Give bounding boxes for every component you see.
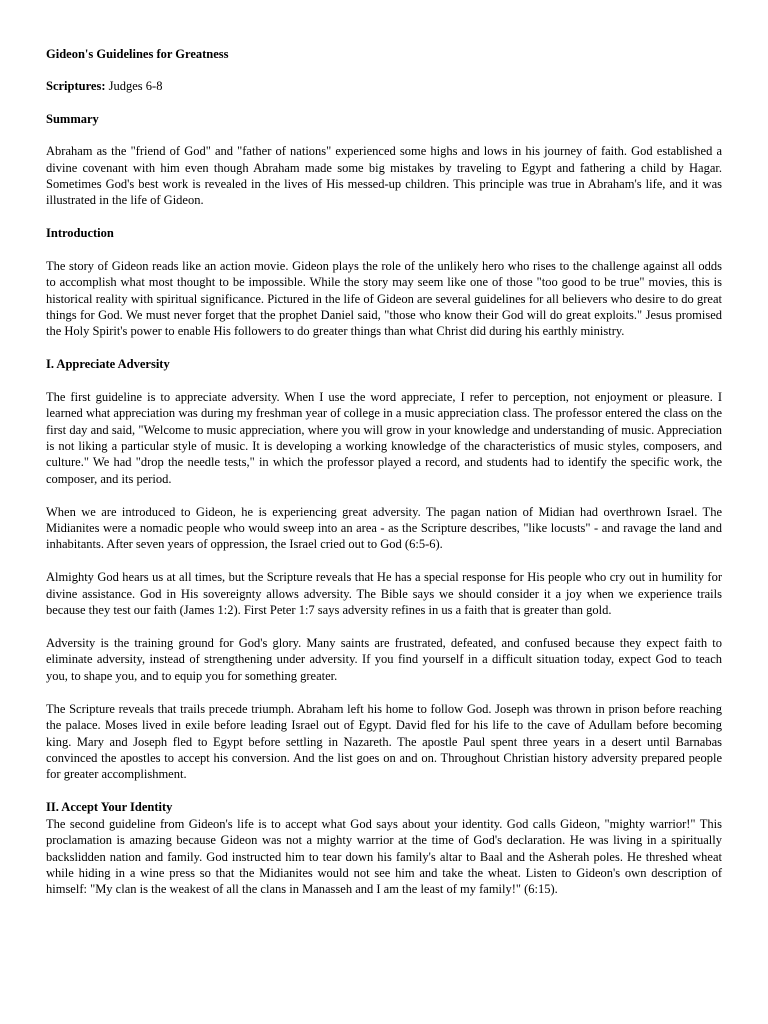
document-title: Gideon's Guidelines for Greatness [46,47,229,61]
section-1-paragraph-1: The first guideline is to appreciate adversity. When I use the word appreciate, I refer to perception, not enjoyment or pleasure. I learned what appreciation was during my freshman year of college in a music appreciation class. The professor entered the class on the first day and said, "Welcome to music appreciation, where you will grow in your knowledge and understanding of music. Appreciation is not liking a particular style of music. It is developing a working knowledge of the characteristics of music styles, composers, and culture." We had "drop the needle tests," in which the professor played a record, and students had to identify the specific work, the composer, and its period. [46,389,722,486]
section-1-paragraph-3: Almighty God hears us at all times, but the Scripture reveals that He has a special response for His people who cry out in humility for divine assistance. God in His sovereignty allows adversity. The Bible says we should consider it a joy when we experience trails because they test our faith (James 1:2). First Peter 1:7 says adversity refines in us a faith that is greater than gold. [46,570,722,618]
scriptures-label: Scriptures: [46,79,106,94]
summary-paragraph: Abraham as the "friend of God" and "father of nations" experienced some highs and lows in his journey of faith. God established a divine covenant with him even though Abraham made some big mistakes by traveling to Egypt and fathering a child by Hagar. Sometimes God's best work is revealed in the lives of His messed-up children. This principle was true in Abraham's life, and it was illustrated in the life of Gideon. [46,144,722,208]
section-1-paragraph-4: Adversity is the training ground for God's glory. Many saints are frustrated, defeated, and confused because they expect faith to eliminate adversity, instead of strengthening under adversity. If you find yourself in a difficult situation today, expect God to teach you, to shape you, and to equip you for something greater. [46,636,722,683]
section-1-paragraph-5: The Scripture reveals that trails precede triumph. Abraham left his home to follow God. Joseph was thrown in prison before reaching the palace. Moses lived in exile before leading Israel out of Egypt. David fled for his life to the cave of Adullam before becoming king. Mary and Joseph fled to Egypt before settling in Nazareth. The apostle Paul spent three years in a desert until Barnabas convinced the apostles to accept his conversion. And the list goes on and on. Throughout Christian history adversity prepared people for greater accomplishment. [46,701,722,782]
section-1-heading: I. Appreciate Adversity [46,357,170,372]
scriptures-line [46,78,722,94]
introduction-heading: Introduction [46,226,114,241]
section-2-paragraph: The second guideline from Gideon's life is to accept what God says about your identity. God calls Gideon, "mighty warrior!" This proclamation is amazing because Gideon was not a mighty warrior at the time of God's declaration. He was living in a spiritually backslidden nation and family. God instructed him to tear down his family's altar to Baal and the Asherah poles. He threshed wheat while hiding in a wine press so that the Midianites would not see him and take the wheat. Listen to Gideon's own description of himself: "My clan is the weakest of all the clans in Manasseh and I am the least of my family!" (6:15). [46,816,722,897]
section-2-heading: II. Accept Your Identity [46,800,173,815]
introduction-paragraph: The story of Gideon reads like an action movie. Gideon plays the role of the unlikely hero who rises to the challenge against all odds to accomplish what most thought to be impossible. While the story may seem like one of those "too good to be true" movies, this is historical reality with spiritual significance. Pictured in the life of Gideon are several guidelines for all believers who desire to do great things for God. We must never forget that the prophet Daniel said, "those who know their God will do great exploits." Jesus promised the Holy Spirit's power to enable His followers to do greater things than what Christ did during his earthly ministry. [46,258,722,339]
scriptures-value: Judges 6-8 [105,79,163,94]
section-1-paragraph-2: When we are introduced to Gideon, he is experiencing great adversity. The pagan nation of Midian had overthrown Israel. The Midianites were a nomadic people who would sweep into an area - as the Scripture describes, "like locusts" - and ravage the land and inhabitants. After seven years of oppression, the Israel cried out to God (6:5-6). [46,504,722,552]
summary-heading: Summary [46,111,99,126]
